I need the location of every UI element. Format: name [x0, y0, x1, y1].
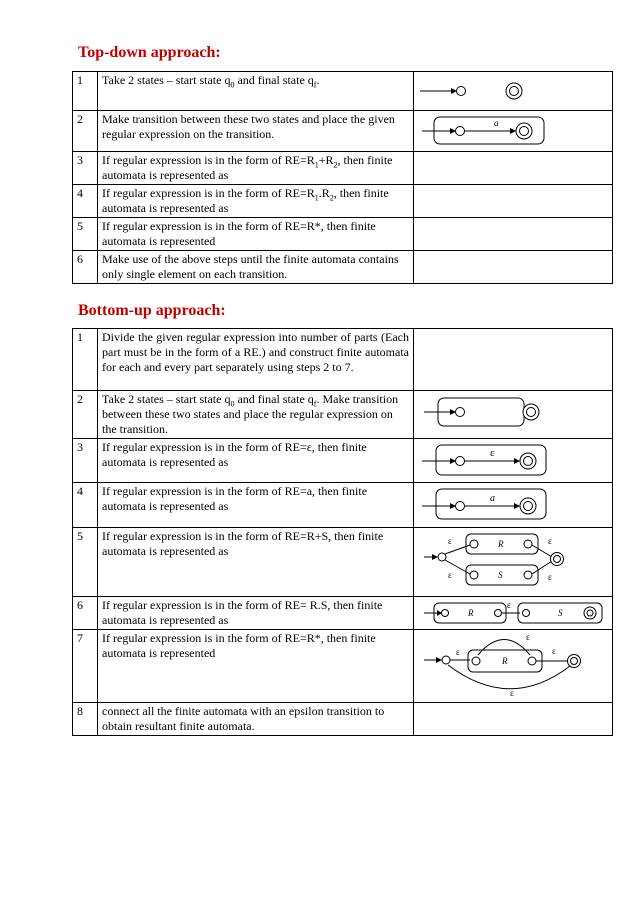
- epsilon-label: ε: [448, 536, 452, 546]
- step-text: If regular expression is in the form of $RE=R_1.R_2$, then finite automata is represented as: [98, 185, 414, 218]
- top-down-table: [72, 71, 613, 284]
- table-row: [73, 703, 613, 736]
- transition-diagram: [414, 111, 612, 151]
- diagram-cell: [414, 111, 613, 152]
- step-number: 4: [73, 185, 98, 218]
- step-text: If regular expression is in the form of RE= R.S, then finite automata is represented as: [98, 597, 414, 630]
- step-number: 1: [73, 72, 98, 111]
- start-state: [442, 610, 449, 617]
- s-label: S: [498, 570, 503, 580]
- table-row: [73, 251, 613, 284]
- s-label: S: [558, 608, 563, 618]
- concatenation-diagram: [414, 597, 612, 629]
- epsilon-label: ε: [507, 600, 511, 610]
- start-state: [456, 408, 465, 417]
- r-label: R: [502, 656, 508, 666]
- start-state: [438, 553, 446, 561]
- bottom-up-table: [72, 328, 613, 736]
- diagram-cell: [414, 528, 613, 597]
- two-states-diagram: [414, 391, 612, 435]
- table-row: [73, 152, 613, 185]
- diagram-cell: [414, 185, 613, 218]
- step-number: 2: [73, 111, 98, 152]
- epsilon-label: ε: [548, 572, 552, 582]
- epsilon-label: ε: [548, 536, 552, 546]
- diagram-cell: [414, 630, 613, 703]
- table-row: [73, 391, 613, 439]
- epsilon-label: ε: [448, 570, 452, 580]
- step-text: If regular expression is in the form of RE=R+S, then finite automata is represented as: [98, 528, 414, 597]
- table-row: [73, 483, 613, 528]
- table-row: [73, 72, 613, 111]
- bypass-arc: [448, 665, 570, 689]
- transition-label: a: [490, 493, 495, 504]
- step-number: 3: [73, 439, 98, 483]
- step-number: 6: [73, 251, 98, 284]
- diagram-cell: [414, 439, 613, 483]
- epsilon-label: ε: [526, 632, 530, 642]
- table-row: [73, 528, 613, 597]
- step-number: 2: [73, 391, 98, 439]
- step-text: Make use of the above steps until the finite automata contains only single element on each transition.: [98, 251, 414, 284]
- table-row: [73, 218, 613, 251]
- diagram-cell: [414, 218, 613, 251]
- step-text: connect all the finite automata with an epsilon transition to obtain resultant finite automata.: [98, 703, 414, 736]
- step-number: 4: [73, 483, 98, 528]
- table-row: [73, 111, 613, 152]
- r-label: R: [468, 608, 474, 618]
- step-text: If regular expression is in the form of RE=ε, then finite automata is represented as: [98, 439, 414, 483]
- diagram-cell: [414, 483, 613, 528]
- epsilon-label: ε: [510, 688, 514, 698]
- start-state: [457, 87, 466, 96]
- top-down-heading: Top-down approach:: [78, 44, 221, 61]
- loop-back-arc: [478, 640, 530, 656]
- start-state: [442, 656, 450, 664]
- table-row: [73, 630, 613, 703]
- diagram-cell: [414, 152, 613, 185]
- r-label: R: [498, 539, 504, 549]
- diagram-cell: [414, 391, 613, 439]
- step-text: If regular expression is in the form of $RE=R_1+R_2$, then finite automata is represented as: [98, 152, 414, 185]
- start-state: [456, 457, 465, 466]
- table-row: [73, 185, 613, 218]
- diagram-cell: [414, 72, 613, 111]
- table-row: [73, 439, 613, 483]
- step-number: 1: [73, 329, 98, 391]
- transition-label: ε: [490, 447, 495, 459]
- epsilon-label: ε: [552, 646, 556, 656]
- step-text: Take 2 states – start state $q_0$ and final state $q_f$.: [98, 72, 414, 111]
- step-text: Make transition between these two states and place the given regular expression on the transition.: [98, 111, 414, 152]
- step-text: If regular expression is in the form of RE=R*, then finite automata is represented: [98, 218, 414, 251]
- step-number: 5: [73, 218, 98, 251]
- step-text: Divide the given regular expression into number of parts (Each part must be in the form of a RE.) and construct finite automata for each and every part separately using steps 2 to 7.: [98, 329, 414, 391]
- diagram-cell: [414, 329, 613, 391]
- step-text: Take 2 states – start state $q_0$ and final state $q_f$. Make transition between these two states and place the regular expression on the transition.: [98, 391, 414, 439]
- symbol-a-diagram: [414, 483, 612, 527]
- step-number: 8: [73, 703, 98, 736]
- start-state: [456, 127, 465, 136]
- step-number: 7: [73, 630, 98, 703]
- epsilon-label: ε: [456, 647, 460, 657]
- transition-label: a: [494, 118, 499, 128]
- two-states-diagram: [414, 72, 612, 110]
- bottom-up-heading: Bottom-up approach:: [78, 302, 226, 319]
- step-number: 3: [73, 152, 98, 185]
- epsilon-diagram: [414, 439, 612, 482]
- kleene-star-diagram: [414, 630, 612, 702]
- table-row: [73, 597, 613, 630]
- start-state: [456, 502, 465, 511]
- union-diagram: [414, 528, 612, 596]
- diagram-cell: [414, 703, 613, 736]
- diagram-cell: [414, 251, 613, 284]
- table-row: [73, 329, 613, 391]
- step-text: If regular expression is in the form of RE=R*, then finite automata is represented: [98, 630, 414, 703]
- step-number: 5: [73, 528, 98, 597]
- step-text: If regular expression is in the form of RE=a, then finite automata is represented as: [98, 483, 414, 528]
- step-number: 6: [73, 597, 98, 630]
- diagram-cell: [414, 597, 613, 630]
